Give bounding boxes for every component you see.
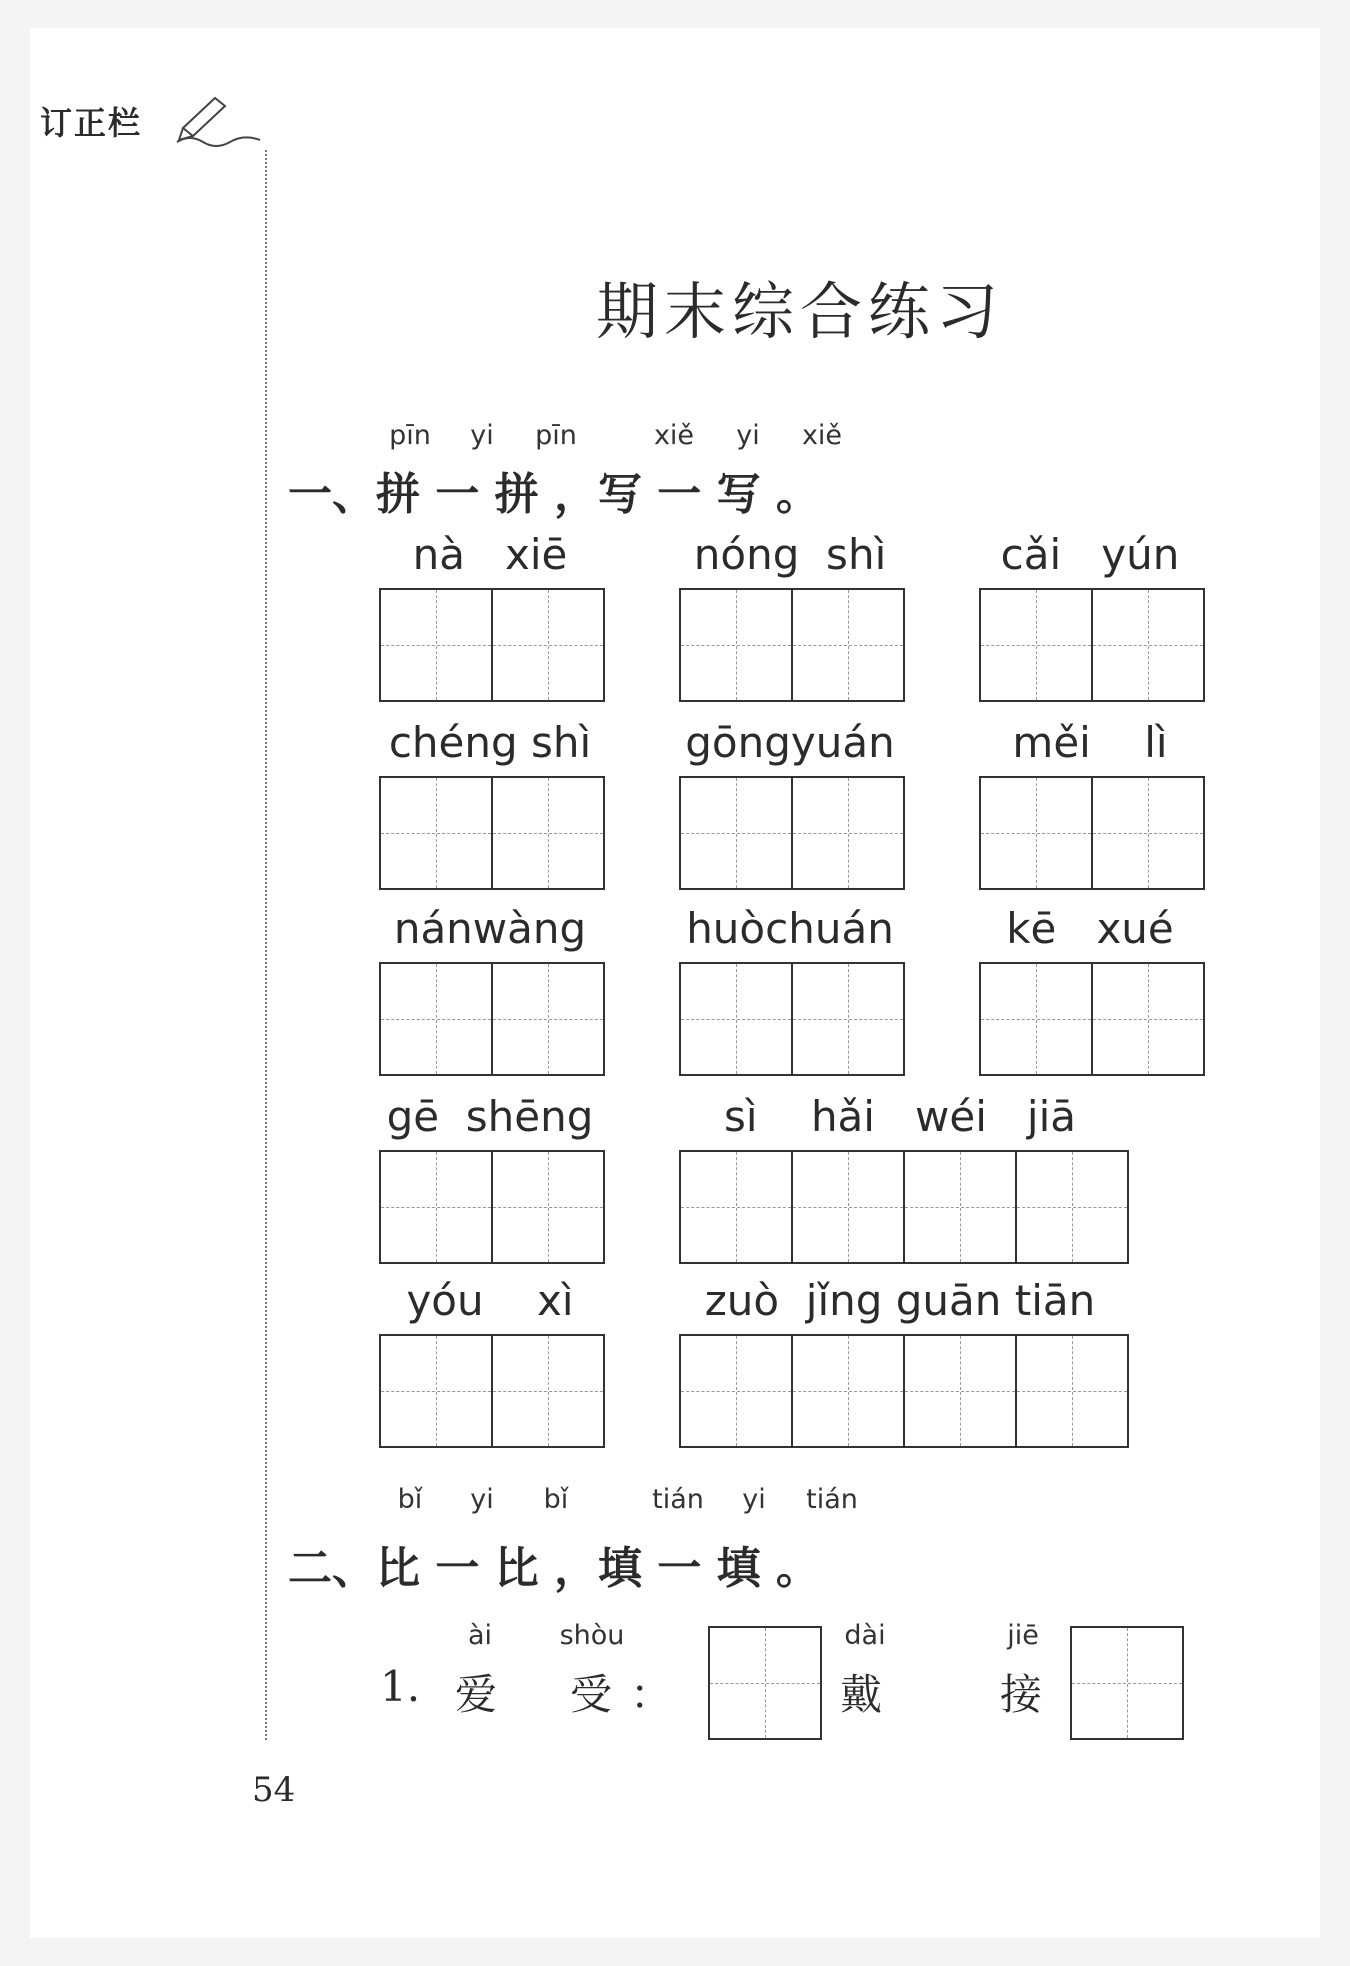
writing-grid[interactable] [679, 962, 905, 1076]
grid-cell[interactable] [379, 1334, 493, 1448]
section2-heading: 二、比 一 比 ，填 一 填 。 [288, 1543, 820, 1594]
grid-cell[interactable] [379, 962, 493, 1076]
word-pinyin: gōngyuán [685, 718, 895, 767]
section2-pinyin-0: bǐ [397, 1484, 423, 1515]
grid-cell[interactable] [979, 962, 1093, 1076]
writing-grid[interactable] [379, 776, 605, 890]
grid-cell[interactable] [1091, 962, 1205, 1076]
writing-grid[interactable] [679, 776, 905, 890]
writing-grid[interactable] [379, 588, 605, 702]
char-ai: 爱 [455, 1670, 498, 1719]
char-jie: 接 [1000, 1670, 1043, 1719]
section2-pinyin-4: yi [742, 1484, 766, 1515]
section1-pinyin-2: pīn [535, 420, 577, 451]
word-pinyin: gē shēng [386, 1092, 594, 1141]
grid-cell[interactable] [379, 776, 493, 890]
grid-cell[interactable] [1015, 1150, 1129, 1264]
word-pinyin: yóu xì [406, 1276, 574, 1325]
grid-cell[interactable] [491, 962, 605, 1076]
grid-cell[interactable] [491, 1150, 605, 1264]
word-pinyin: chéng shì [388, 718, 592, 767]
grid-cell[interactable] [679, 588, 793, 702]
word-pinyin: huòchuán [686, 904, 894, 953]
word-pinyin: sì hǎi wéi jiā [723, 1092, 1077, 1141]
writing-grid[interactable] [979, 962, 1205, 1076]
grid-cell[interactable] [979, 776, 1093, 890]
section2-pinyin-2: bǐ [543, 1484, 569, 1515]
word-pinyin: nà xiē [412, 530, 568, 579]
pinyin-jie: jiē [1007, 1620, 1039, 1651]
grid-cell[interactable] [791, 776, 905, 890]
char-shou: 受 [570, 1670, 613, 1719]
section2-pinyin-1: yi [470, 1484, 494, 1515]
grid-cell[interactable] [379, 588, 493, 702]
grid-cell[interactable] [1015, 1334, 1129, 1448]
grid-cell[interactable] [791, 962, 905, 1076]
pencil-icon [175, 88, 265, 148]
grid-cell[interactable] [679, 1334, 793, 1448]
grid-cell[interactable] [979, 588, 1093, 702]
grid-cell[interactable] [791, 1150, 905, 1264]
grid-cell[interactable] [679, 1150, 793, 1264]
grid-cell[interactable] [679, 962, 793, 1076]
writing-grid[interactable] [979, 776, 1205, 890]
correction-column-label: 订正栏 [40, 104, 143, 142]
word-pinyin: zuò jǐng guān tiān [704, 1276, 1096, 1325]
grid-cell[interactable] [791, 1334, 905, 1448]
answer-box-1[interactable] [708, 1626, 822, 1740]
grid-cell[interactable] [379, 1150, 493, 1264]
page-number: 54 [252, 1770, 296, 1810]
writing-grid[interactable] [679, 588, 905, 702]
section1-pinyin-1: yi [470, 420, 494, 451]
word-pinyin: nánwàng [393, 904, 587, 953]
section2-pinyin-3: tián [652, 1484, 704, 1515]
section1-pinyin-5: xiě [801, 420, 843, 451]
section1-pinyin-4: yi [736, 420, 760, 451]
grid-cell[interactable] [491, 776, 605, 890]
section1-pinyin-0: pīn [389, 420, 431, 451]
pinyin-dai: dài [844, 1620, 886, 1651]
colon: ： [630, 1670, 673, 1719]
writing-grid[interactable] [979, 588, 1205, 702]
section1-heading: 一、拼 一 拼 ，写 一 写 。 [288, 469, 820, 520]
word-pinyin: měi lì [1012, 718, 1168, 767]
writing-grid[interactable] [679, 1150, 1129, 1264]
grid-cell[interactable] [491, 588, 605, 702]
section1-pinyin-3: xiě [653, 420, 695, 451]
grid-cell[interactable] [903, 1150, 1017, 1264]
grid-cell[interactable] [903, 1334, 1017, 1448]
question-number: 1. [380, 1662, 421, 1711]
grid-cell[interactable] [679, 776, 793, 890]
writing-grid[interactable] [379, 1334, 605, 1448]
writing-grid[interactable] [379, 1150, 605, 1264]
writing-grid[interactable] [679, 1334, 1129, 1448]
char-dai: 戴 [840, 1670, 883, 1719]
word-pinyin: nóng shì [693, 530, 887, 579]
correction-divider [265, 150, 267, 1740]
grid-cell[interactable] [1091, 776, 1205, 890]
grid-cell[interactable] [491, 1334, 605, 1448]
section2-pinyin-5: tián [806, 1484, 858, 1515]
page-title: 期末综合练习 [595, 275, 1004, 348]
writing-grid[interactable] [379, 962, 605, 1076]
grid-cell[interactable] [791, 588, 905, 702]
grid-cell[interactable] [1091, 588, 1205, 702]
pinyin-ai: ài [467, 1620, 493, 1651]
answer-box-2[interactable] [1070, 1626, 1184, 1740]
word-pinyin: kē xué [1006, 904, 1174, 953]
word-pinyin: cǎi yún [1000, 530, 1180, 579]
pinyin-shou: shòu [559, 1620, 625, 1651]
